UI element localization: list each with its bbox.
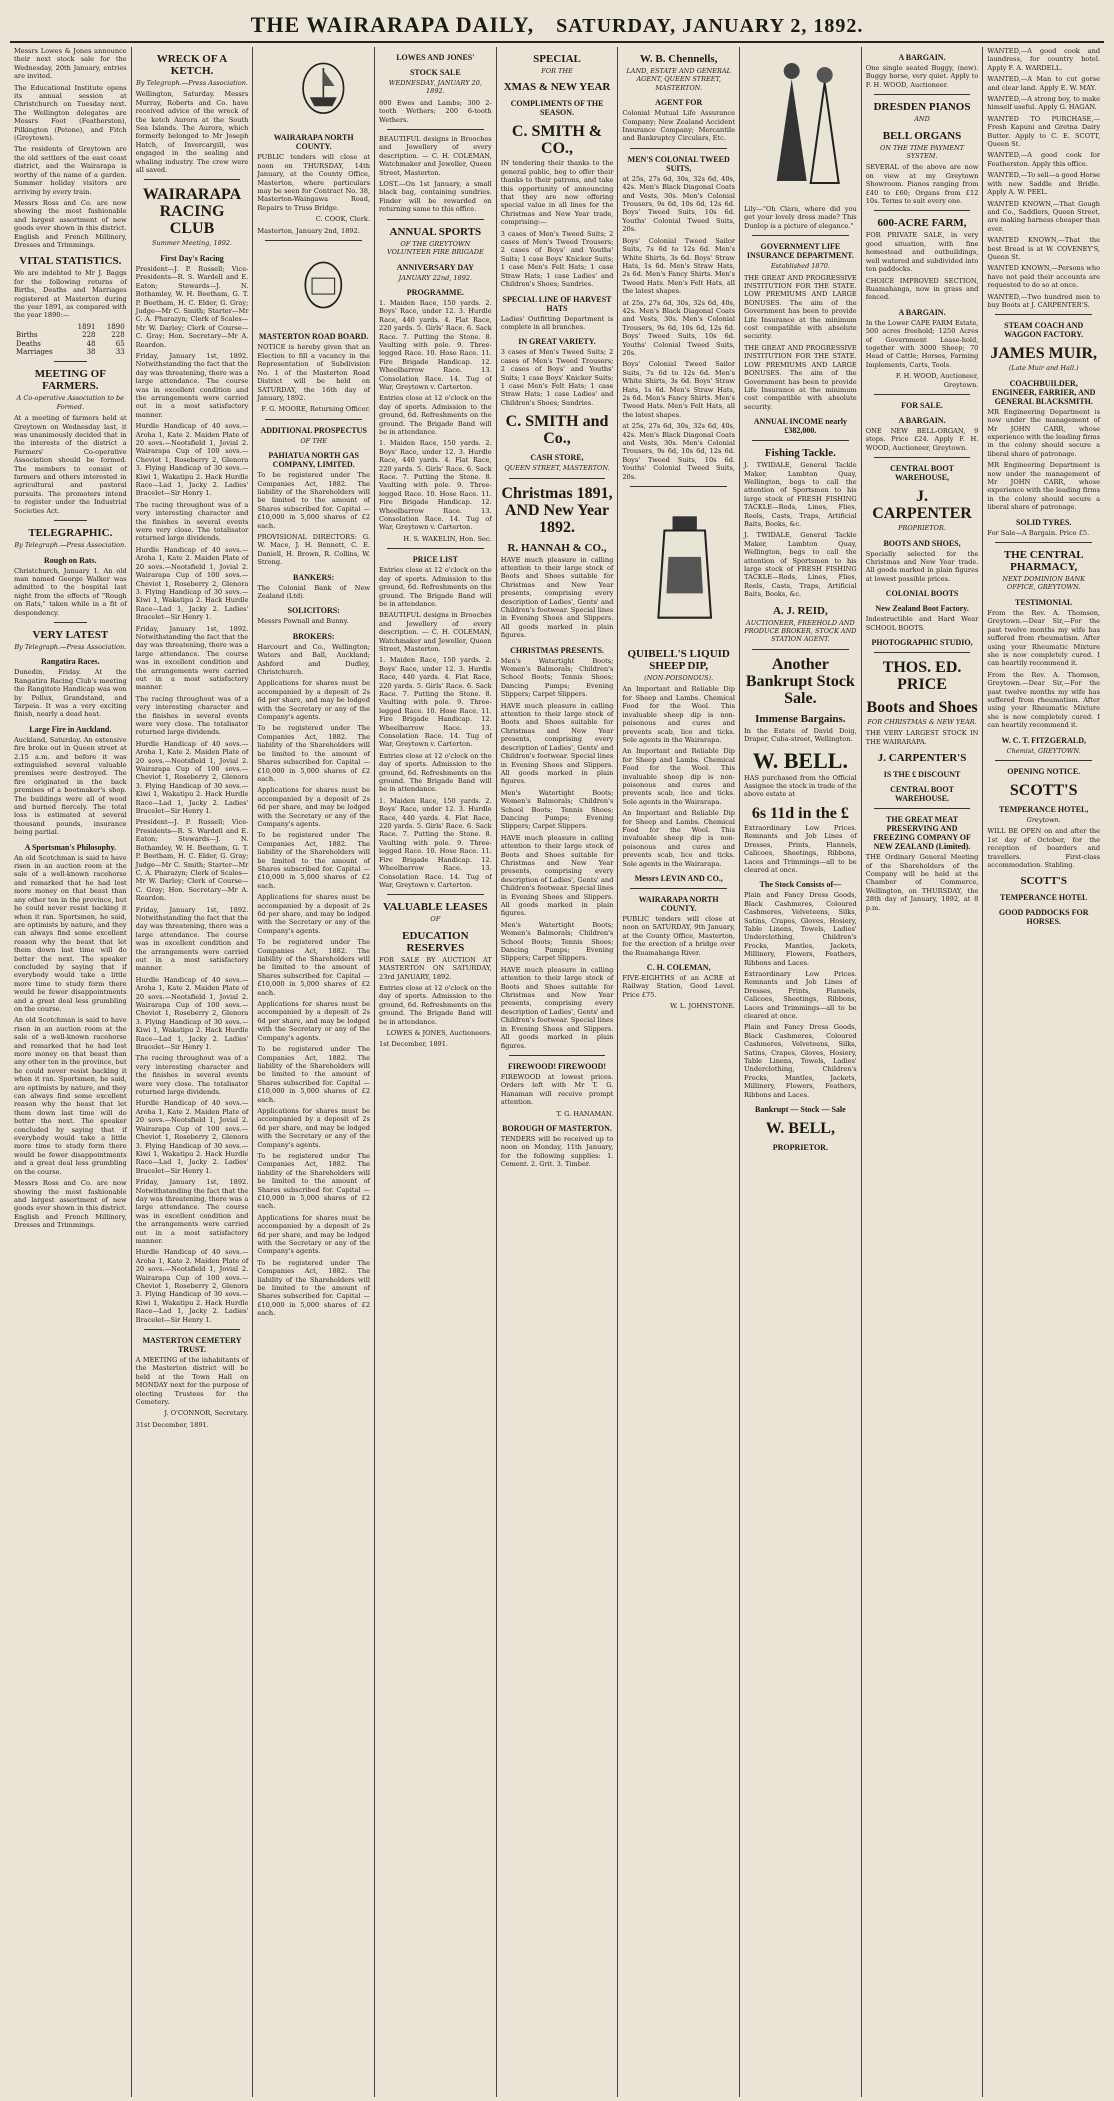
divider bbox=[874, 457, 971, 458]
news-paragraph: Friday, January 1st, 1892. Notwithstanding the fact that the day was threatening, there was a large attendance. The course was in excellent condition and the arrangements were carried out in a most satisfactory manner. bbox=[135, 351, 249, 419]
notice-signature: J. O'CONNOR, Secretary. bbox=[164, 1409, 249, 1418]
immense-heading: Immense Bargains. bbox=[755, 712, 846, 725]
news-paragraph: The racing throughout was of a very interesting character and the finishes in several events were very close. The totalisator returned large dividends. bbox=[135, 694, 249, 737]
wanted-item: WANTED,—A good cook for Featherston. Apply this office. bbox=[987, 151, 1101, 168]
boot-factory-heading: New Zealand Boot Factory. bbox=[875, 604, 969, 614]
temperance-hotel-heading: TEMPERANCE HOTEL bbox=[1000, 893, 1088, 903]
divider bbox=[874, 210, 971, 211]
leases-heading: VALUABLE LEASES bbox=[383, 901, 488, 914]
advert-paragraph: THE GREAT AND PROGRESSIVE INSTITUTION FOR THE STATE. LOW PREMIUMS AND LARGE BONUSES. The aim of the Government has been to provide Life Insurance at the minimum cost compatible with absolute security. bbox=[744, 273, 857, 341]
farm-heading: 600-ACRE FARM, bbox=[877, 217, 967, 230]
advert-paragraph: HAVE much pleasure in calling attention to their large stock of Boots and Shoes suitable for Christmas and New Year presents, comprising every description of Ladies', Gents' and Children's footwear. Special lines in Evening Shoes and Slippers. All goods marked in plain figures. bbox=[500, 555, 614, 640]
column-4: LOWES AND JONES' STOCK SALE WEDNESDAY, JANUARY 20, 1892. 800 Ewes and Lambs; 300 2-tooth Wethers; 200 6-tooth Wethers. BEAUTIFUL designs in Brooches and Jewellery of every description. — C. H. COLEMAN, Watchmaker and Jeweller, Queen Street, Masterton. LOST.—On 1st January, a small black bag, containing sundries. Finder will be rewarded on returning same to this office. ANNUAL SPORTS OF THE GREYTOWN VOLUNTEER FIRE BRIGADE ANNIVERSARY DAY JANUARY 22nd, 1892. PROGRAMME. 1. Maiden Race, 150 yards. 2. Boys' Race, under 12. 3. Hurdle Race, 440 yards. 4. Flat Race, 220 yards. 5. Girls' Race. 6. Sack Race. 7. Putting the Stone. 8. Vaulting with pole. 9. Three-legged Race. 10. Hose Race. 11. Fire Brigade Handicap. 12. Wheelbarrow Race. 13. Consolation Race. 14. Tug of War, Greytown v. Carterton. Entries close at 12 o'clock on the day of sports. Admission to the ground, 6d. Refreshments on the ground. The Brigade Band will be in attendance. 1. Maiden Race, 150 yards. 2. Boys' Race, under 12. 3. Hurdle Race, 440 yards. 4. Flat Race, 220 yards. 5. Girls' Race. 6. Sack Race. 7. Putting the Stone. 8. Vaulting with pole. 9. Three-legged Race. 10. Hose Race. 11. Fire Brigade Handicap. 12. Wheelbarrow Race. 13. Consolation Race. 14. Tug of War, Greytown v. Carterton. H. S. WAKELIN, Hon. Sec. PRICE LIST Entries close at 12 o'clock on the day of sports. Admission to the ground, 6d. Refreshments on the ground. The Brigade Band will be in attendance. BEAUTIFUL designs in Brooches and Jewellery of every description. — C. H. COLEMAN, Watchmaker and Jeweller, Queen Street, Masterton. 1. Maiden Race, 150 yards. 2. Boys' Race, under 12. 3. Hurdle Race, 440 yards. 4. Flat Race, 220 yards. 5. Girls' Race. 6. Sack Race. 7. Putting the Stone. 8. Vaulting with pole. 9. Three-legged Race. 10. Hose Race. 11. Fire Brigade Handicap. 12. Wheelbarrow Race. 13. Consolation Race. 14. Tug of War, Greytown v. Carterton. Entries close at 12 o'clock on the day of sports. Admission to the ground, 6d. Refreshments on the ground. The Brigade Band will be in attendance. 1. Maiden Race, 150 yards. 2. Boys' Race, under 12. 3. Hurdle Race, 440 yards. 4. Flat Race, 220 yards. 5. Girls' Race. 6. Sack Race. 7. Putting the Stone. 8. Vaulting with pole. 9. Three-legged Race. 10. Hose Race. 11. Fire Brigade Handicap. 12. Wheelbarrow Race. 13. Consolation Race. 14. Tug of War, Greytown v. Carterton. VALUABLE LEASES OF EDUCATION RESERVES FOR SALE BY AUCTION AT MASTERTON ON SATURDAY, 23rd JANUARY, 1892. Entries close at 12 o'clock on the day of sports. Admission to the ground, 6d. Refreshments on the ground. The Brigade Band will be in attendance. LOWES & JONES, Auctioneers. 1st December, 1891. bbox=[375, 47, 497, 2097]
news-paragraph: Hurdle Handicap of 40 sovs.—Aroha 1, Kate 2. Maiden Plate of 20 sovs.—Neotsfield 1, Jovial 2. Wairarapa Cup of 100 sovs.—Cheviot 1, Roseberry 2, Glenora 3. Flying Handicap of 30 sovs.—Kiwi 1, Wakatipu 2. Hack Hurdle Race—Lad 1, Jacky 2. Ladies' Bracelet—Sir Henry 1. bbox=[135, 1099, 249, 1175]
price-heading: 6s 11d in the £ bbox=[751, 804, 849, 822]
divider bbox=[630, 486, 727, 487]
bargain-heading: A BARGAIN. bbox=[898, 307, 946, 317]
compliments-heading: COMPLIMENTS OF THE SEASON. bbox=[510, 99, 604, 118]
advert-paragraph: at 25s, 27s 6d, 30s, 32s 6d, 40s, 42s. Men's Black Diagonal Coats and Vests, 30s. Men's Colonial Trousers, 9s 6d, 10s 6d, 12s 6d. Boys' Tweed Suits, 10s 6d. Youths' Colonial Tweed Suits, 20s. bbox=[622, 298, 736, 357]
news-paragraph: Dunedin, Friday. At the Rangatira Racing Club's meeting the Rangitoto Handicap was won by Pollux, Grandstand, and Tarpeia. It was a very exciting finish, nearly a dead heat. bbox=[14, 668, 127, 719]
agent-for-heading: AGENT FOR bbox=[655, 98, 703, 108]
divider bbox=[874, 394, 971, 395]
news-paragraph: Messrs Ross and Co. are now showing the most fashionable and largest assortment of new goods ever shown in this district. English and French Millinery, Dresses and Trimmings. bbox=[14, 198, 127, 249]
sheep-dip-bottle-icon bbox=[634, 492, 735, 642]
advert-items: Men's Watertight Boots; Women's Balmorals; Children's School Boots; Tennis Shoes; Dancing Pumps; Evening Slippers; Carpet Slippers. bbox=[500, 788, 614, 831]
divider bbox=[630, 148, 727, 149]
road-board-heading: MASTERTON ROAD BOARD. bbox=[258, 332, 369, 342]
telegram-heading: Rough on Rats. bbox=[43, 555, 97, 565]
testimonial-heading: TESTIMONIAL bbox=[1015, 597, 1073, 607]
news-paragraph: The residents of Greytown are the old settlers of the east coast district, and the Wairarapa is worthy of the name of a garden. Summer holiday visitors are arriving by every train. bbox=[14, 145, 127, 196]
divider bbox=[144, 179, 241, 180]
bankers-heading: BANKERS: bbox=[293, 572, 335, 582]
advert-paragraph: MR Engineering Department is now under the management of Mr JOHN CARR, whose experience with the leading firms in the colony should secure a liberal share of patronage. bbox=[987, 461, 1101, 512]
programme-note: Entries close at 12 o'clock on the day of sports. Admission to the ground, 6d. Refreshments on the ground. The Brigade Band will be in attendance. bbox=[379, 394, 492, 436]
news-paragraph: An old Scotchman is said to have risen in an auction room at the sale of a well-known racehorse and remarked that he had lost more money on that beast than any other ten in the province, but he could never resist backing it when it ran. Sportsmen, he said, are optimists by nature, and they can always find some excellent reason why the beast that let them down last time will do better the next. The speaker concluded by saying that if everybody would take a little more time to study form there would be fewer disappointments and a great deal less grumbling on the course. bbox=[14, 853, 127, 1013]
advert-paragraph: HAS purchased from the Official Assignee the stock in trade of the above estate at bbox=[744, 773, 857, 799]
notice-paragraph: PUBLIC tenders will close at noon on SATURDAY, 9th January, at the County Office, Masterton, for the erection of a bridge over the Ruamahanga River. bbox=[622, 915, 736, 957]
advert-paragraph: Extraordinary Low Prices. Remnants and Job Lines of Dresses, Prints, Flannels, Calicoes, Sheetings, Ribbons, Laces and Trimmings—all to be cleared at once. bbox=[744, 823, 857, 874]
column-6: W. B. Chennells, LAND, ESTATE AND GENERAL AGENT, QUEEN STREET, MASTERTON. AGENT FOR Colonial Mutual Life Assurance Company; New Zealand Accident Insurance Company; Mercantile and Bankruptcy Circulars, Etc. MEN'S COLONIAL TWEED SUITS, at 25s, 27s 6d, 30s, 32s 6d, 40s, 42s. Men's Black Diagonal Coats and Vests, 30s. Men's Colonial Trousers, 9s 6d, 10s 6d, 12s 6d. Boys' Tweed Suits, 10s 6d. Youths' Colonial Tweed Suits, 20s. Boys' Colonial Tweed Sailor Suits, 7s 6d to 12s 6d. Men's White Shirts, 3s 6d. Boys' Straw Hats, 1s 6d. Men's Straw Hats, 2s 6d. Men's Fancy Shirts. Men's Tweed Hats. Men's Felt Hats, all the latest shapes. at 25s, 27s 6d, 30s, 32s 6d, 40s, 42s. Men's Black Diagonal Coats and Vests, 30s. Men's Colonial Trousers, 9s 6d, 10s 6d, 12s 6d. Boys' Tweed Suits, 10s 6d. Youths' Colonial Tweed Suits, 20s. Boys' Colonial Tweed Sailor Suits, 7s 6d to 12s 6d. Men's White Shirts, 3s 6d. Boys' Straw Hats, 1s 6d. Men's Straw Hats, 2s 6d. Men's Fancy Shirts. Men's Tweed Hats. Men's Felt Hats, all the latest shapes. at 25s, 27s 6d, 30s, 32s 6d, 40s, 42s. Men's Black Diagonal Coats and Vests, 30s. Men's Colonial Trousers, 9s 6d, 10s 6d, 12s 6d. Boys' Tweed Suits, 10s 6d. Youths' Colonial Tweed Suits, 20s. QUIBELL'S LIQUID SHEEP DIP, (NON-POISONOUS). An Important and Reliable Dip for Sheep and Lambs. Chemical Food for the Wool. This invaluable sheep dip is non-poisonous and cures and prevents scab, lice and ticks. Sole agents in the Wairarapa. An Important and Reliable Dip for Sheep and Lambs. Chemical Food for the Wool. This invaluable sheep dip is non-poisonous and cures and prevents scab, lice and ticks. Sole agents in the Wairarapa. An Important and Reliable Dip for Sheep and Lambs. Chemical Food for the Wool. This invaluable sheep dip is non-poisonous and cures and prevents scab, lice and ticks. Sole agents in the Wairarapa. Messrs LEVIN AND CO., WAIRARAPA NORTH COUNTY. PUBLIC tenders will close at noon on SATURDAY, 9th January, at the County Office, Masterton, for the erection of a bridge over the Ruamahanga River. C. H. COLEMAN, FIVE-EIGHTHS of an ACRE at Railway Station, Good Level. Price £75. W. L. JOHNSTONE. bbox=[618, 47, 740, 2097]
cash-store-heading: CASH STORE, bbox=[530, 453, 584, 463]
price-heading: THOS. ED. PRICE bbox=[882, 659, 962, 694]
divider bbox=[752, 235, 849, 236]
govt-insurance-heading: GOVERNMENT LIFE INSURANCE DEPARTMENT. bbox=[746, 242, 854, 261]
advert-items: 3 cases of Men's Tweed Suits; 2 cases of Men's Tweed Trousers; 2 cases of Boys' and Youths' Suits; 1 case Boys' Knicker Suits; 1 case Men's Felt Hats; 1 case Straw Hats; 1 case Ladies' and Children's Shoes; Sundries. bbox=[500, 229, 614, 289]
advert-paragraph: FOR PRIVATE SALE, in very good situation, with fine homestead and outbuildings, well watered and subdivided into ten paddocks. bbox=[865, 231, 979, 274]
columns bbox=[10, 47, 1104, 2097]
advert-paragraph: BEAUTIFUL designs in Brooches and Jewellery of every description. — C. H. COLEMAN, Watchmaker and Jeweller, Queen Street, Masterton. bbox=[379, 135, 492, 177]
column-7: Lily—"Oh Clara, where did you get your lovely dress made? This Dunlop is a picture of elegance." GOVERNMENT LIFE INSURANCE DEPARTMENT. Established 1870. THE GREAT AND PROGRESSIVE INSTITUTION FOR THE STATE. LOW PREMIUMS AND LARGE BONUSES. The aim of the Government has been to provide Life Insurance at the minimum cost compatible with absolute security. THE GREAT AND PROGRESSIVE INSTITUTION FOR THE STATE. LOW PREMIUMS AND LARGE BONUSES. The aim of the Government has been to provide Life Insurance at the minimum cost compatible with absolute security. ANNUAL INCOME nearly £382,000. Fishing Tackle. J. TWIDALE, General Tackle Maker, Lambton Quay, Wellington, begs to call the attention of Sportsmen to his large stock of FRESH FISHING TACKLE—Rods, Lines, Flies, Reels, Casts, Traps, Artificial Baits, Books, &c. J. TWIDALE, General Tackle Maker, Lambton Quay, Wellington, begs to call the attention of Sportsmen to his large stock of FRESH FISHING TACKLE—Rods, Lines, Flies, Reels, Casts, Traps, Artificial Baits, Books, &c. A. J. REID, AUCTIONEER, FREEHOLD AND PRODUCE BROKER, STOCK AND STATION AGENT. Another Bankrupt Stock Sale. Immense Bargains. In the Estate of David Doig, Draper, Cuba-street, Wellington. W. BELL. HAS purchased from the Official Assignee the stock in trade of the above estate at 6s 11d in the £ Extraordinary Low Prices. Remnants and Job Lines of Dresses, Prints, Flannels, Calicoes, Sheetings, Ribbons, Laces and Trimmings—all to be cleared at once. The Stock Consists of— Plain and Fancy Dress Goods, Black Cashmeres, Coloured Cashmeres, Velveteens, Silks, Satins, Crapes, Gloves, Hosiery, Table Linens, Towels, Ladies' Underclothing, Children's Frocks, Mantles, Jackets, Millinery, Flowers, Feathers, Ribbons and Laces. Extraordinary Low Prices. Remnants and Job Lines of Dresses, Prints, Flannels, Calicoes, Sheetings, Ribbons, Laces and Trimmings—all to be cleared at once. Plain and Fancy Dress Goods, Black Cashmeres, Coloured Cashmeres, Velveteens, Silks, Satins, Crapes, Gloves, Hosiery, Table Linens, Towels, Ladies' Underclothing, Children's Frocks, Mantles, Jackets, Millinery, Flowers, Feathers, Ribbons and Laces. Bankrupt — Stock — Sale W. BELL, PROPRIETOR. bbox=[740, 47, 862, 2097]
vital-statistics-table bbox=[14, 323, 127, 357]
chennells-heading: W. B. Chennells, bbox=[639, 53, 718, 65]
coleman-heading: C. H. COLEMAN, bbox=[646, 963, 711, 973]
muir-heading: JAMES MUIR, bbox=[990, 345, 1098, 363]
notice-signature: F. G. MOORE, Returning Officer. bbox=[261, 405, 371, 414]
xmas-heading: XMAS & NEW YEAR bbox=[503, 81, 611, 94]
notice-signature: T. G. HANAMAN. bbox=[556, 1109, 614, 1118]
news-paragraph: Friday, January 1st, 1892. Notwithstanding the fact that the day was threatening, there was a large attendance. The course was in excellent condition and the arrangements were carried out in a most satisfactory manner. bbox=[135, 905, 249, 973]
news-paragraph: Hurdle Handicap of 40 sovs.—Aroha 1, Kate 2. Maiden Plate of 20 sovs.—Neotsfield 1, Jovial 2. Wairarapa Cup of 100 sovs.—Cheviot 1, Roseberry 2, Glenora 3. Flying Handicap of 30 sovs.—Kiwi 1, Wakatipu 2. Hack Hurdle Race—Lad 1, Jacky 2. Ladies' Bracelet—Sir Henry 1. bbox=[135, 739, 249, 816]
prospectus-paragraph: To be registered under The Companies Act, 1882. The liability of the Shareholders will be limited to the amount of Shares subscribed for. Capital — £10,000 in 5,000 shares of £2 each. bbox=[257, 1045, 371, 1104]
news-paragraph: Hurdle Handicap of 40 sovs.—Aroha 1, Kate 2. Maiden Plate of 20 sovs.—Neotsfield 1, Jovial 2. Wairarapa Cup of 100 sovs.—Cheviot 1, Roseberry 2, Glenora 3. Flying Handicap of 30 sovs.—Kiwi 1, Wakatipu 2. Hack Hurdle Race—Lad 1, Jacky 2. Ladies' Bracelet—Sir Henry 1. bbox=[135, 422, 249, 498]
prospectus-paragraph: Applications for shares must be accompanied by a deposit of 2s 6d per share, and may be lodged with the Secretary or any of the Company's agents. bbox=[257, 786, 371, 828]
carpenters-heading: J. CARPENTER'S bbox=[877, 752, 967, 765]
advert-paragraph: SEVERAL of the above are now on view at my Greytown Showroom. Pianos ranging from £40 to £60; Organs from £12 10s. Terms to suit every one. bbox=[865, 163, 979, 206]
prospectus-paragraph: Applications for shares must be accompanied by a deposit of 2s 6d per share, and may be lodged with the Secretary or any of the Company's agents. bbox=[257, 1213, 371, 1256]
anniversary-heading: ANNIVERSARY DAY bbox=[396, 262, 474, 272]
news-paragraph: Messrs Lowes & Jones announce their next stock sale for the Wednesday, 20th January, entries are invited. bbox=[14, 47, 127, 81]
advert-paragraph: 1. Maiden Race, 150 yards. 2. Boys' Race, under 12. 3. Hurdle Race, 440 yards. 4. Flat Race, 220 yards. 5. Girls' Race. 6. Sack Race. 7. Putting the Stone. 8. Vaulting with pole. 9. Three-legged Race. 10. Hose Race. 11. Fire Brigade Handicap. 12. Wheelbarrow Race. 13. Consolation Race. 14. Tug of War, Greytown v. Carterton. bbox=[379, 796, 492, 889]
advert-paragraph: Specially selected for the Christmas and New Year trade. All goods marked in plain figures at lowest possible prices. bbox=[865, 549, 979, 583]
very-latest-heading: VERY LATEST bbox=[32, 628, 109, 641]
advert-paragraph: THE GREAT AND PROGRESSIVE INSTITUTION FOR THE STATE. LOW PREMIUMS AND LARGE BONUSES. The aim of the Government has been to provide Life Insurance at the minimum cost compatible with absolute security. bbox=[744, 343, 857, 411]
special-heading: SPECIAL bbox=[533, 53, 581, 65]
advert-paragraph: at 25s, 27s 6d, 30s, 32s 6d, 40s, 42s. Men's Black Diagonal Coats and Vests, 30s. Men's Colonial Trousers, 9s 6d, 10s 6d, 12s 6d. Boys' Tweed Suits, 10s 6d. Youths' Colonial Tweed Suits, 20s. bbox=[622, 422, 736, 481]
divider bbox=[995, 542, 1092, 543]
price-list-heading: PRICE LIST bbox=[412, 555, 458, 565]
divider bbox=[509, 478, 606, 479]
dresden-heading: DRESDEN PIANOS bbox=[873, 101, 971, 114]
cemetery-heading: MASTERTON CEMETERY TRUST. bbox=[142, 1336, 242, 1355]
divider bbox=[752, 649, 849, 650]
stock-consists-heading: The Stock Consists of— bbox=[759, 880, 842, 890]
notice-date: 31st December, 1891. bbox=[135, 1420, 209, 1429]
solid-tyres-heading: SOLID TYRES. bbox=[1015, 517, 1072, 527]
divider bbox=[387, 129, 484, 130]
advert-paragraph: Boys' Colonial Tweed Sailor Suits, 7s 6d to 12s 6d. Men's White Shirts, 3s 6d. Boys' Straw Hats, 1s 6d. Men's Straw Hats, 2s 6d. Men's Fancy Shirts. Men's Tweed Hats. Men's Felt Hats, all the latest shapes. bbox=[622, 360, 736, 419]
scotts-heading: SCOTT'S bbox=[1009, 781, 1078, 799]
advert-paragraph: An Important and Reliable Dip for Sheep and Lambs. Chemical Food for the Wool. This invaluable sheep dip is non-poisonous and cures and prevents scab, lice and ticks. Sole agents in the Wairarapa. bbox=[622, 809, 736, 868]
brokers-heading: BROKERS: bbox=[292, 631, 335, 641]
news-paragraph: Friday, January 1st, 1892. Notwithstanding the fact that the day was threatening, there was a large attendance. The course was in excellent condition and the arrangements were carried out in a most satisfactory manner. bbox=[135, 624, 249, 692]
news-paragraph: Messrs Ross and Co. are now showing the most fashionable and largest assortment of new goods ever shown in this district. English and French Millinery, Dresses and Trimmings. bbox=[14, 1179, 127, 1230]
meeting-subheading: A Co-operative Association to be Formed. bbox=[16, 394, 125, 411]
wreck-heading: WRECK OF A KETCH. bbox=[156, 53, 228, 77]
carpenter-heading: J. CARPENTER bbox=[872, 488, 972, 523]
scotts-heading: SCOTT'S bbox=[1020, 875, 1067, 888]
vital-statistics-heading: VITAL STATISTICS. bbox=[19, 255, 122, 268]
advert-items: Men's Watertight Boots; Women's Balmorals; Children's School Boots; Tennis Shoes; Dancing Pumps; Evening Slippers; Carpet Slippers. bbox=[500, 920, 614, 963]
prospectus-paragraph: To be registered under The Companies Act, 1882. The liability of the Shareholders will be limited to the amount of Shares subscribed for. Capital — £10,000 in 5,000 shares of £2 each. bbox=[257, 938, 371, 997]
advert-items: 3 cases of Men's Tweed Suits; 2 cases of Men's Tweed Trousers; 2 cases of Boys' and Youths' Suits; 1 case Boys' Knicker Suits; 1 case Men's Felt Hats; 1 case Straw Hats; 1 case Ladies' and Children's Shoes; Sundries. bbox=[500, 348, 614, 407]
news-paragraph: Auckland, Saturday. An extensive fire broke out in Queen street at 2.15 a.m. and before it was extinguished several valuable premises were destroyed. The fire originated in the back premises of a bootmaker's shop. The buildings were all of wood and burned fiercely. The total loss is estimated at several thousand pounds, insurance being partial. bbox=[14, 735, 127, 837]
wanted-item: WANTED,—A good cook and laundress, for country hotel. Apply F. A. WARDELL. bbox=[987, 47, 1101, 72]
christmas-presents-heading: CHRISTMAS PRESENTS. bbox=[510, 645, 604, 655]
boots-heading: BOOTS AND SHOES, bbox=[883, 538, 961, 548]
advert-paragraph: Plain and Fancy Dress Goods, Black Cashmeres, Coloured Cashmeres, Velveteens, Silks, Satins, Crapes, Gloves, Hosiery, Table Linens, Towels, Ladies' Underclothing, Children's Frocks, Mantles, Jackets, Millinery, Flowers, Feathers, Ribbons and Laces. bbox=[744, 891, 857, 967]
advert-paragraph: Ladies' Outfitting Department is complete in all branches. bbox=[500, 314, 614, 331]
bargain-heading: A BARGAIN. bbox=[898, 415, 946, 425]
advert-paragraph: ONE NEW BELL-ORGAN, 9 stops. Price £24. Apply F. H. WOOD, Auctioneer, Greytown. bbox=[865, 426, 979, 452]
advert-paragraph: For Sale—A Bargain. Price £5. bbox=[987, 528, 1090, 537]
divider bbox=[874, 652, 971, 653]
prospectus-paragraph: To be registered under The Companies Act, 1882. The liability of the Shareholders will be limited to the amount of Shares subscribed for. Capital — £10,000 in 5,000 shares of £2 each. bbox=[257, 471, 371, 530]
advert-paragraph: Boys' Colonial Tweed Sailor Suits, 7s 6d to 12s 6d. Men's White Shirts, 3s 6d. Boys' Straw Hats, 1s 6d. Men's Straw Hats, 2s 6d. Men's Fancy Shirts. Men's Tweed Hats. Men's Felt Hats, all the latest shapes. bbox=[622, 236, 736, 296]
prospectus-directors: PROVISIONAL DIRECTORS: G. W. Mace, J. H. Bennett, C. E. Daniell, H. Brown, R. Collins, W. Strong. bbox=[257, 532, 371, 567]
advert-paragraph: In the Estate of David Doig, Draper, Cuba-street, Wellington. bbox=[744, 726, 857, 744]
stock-sale-subheading: STOCK SALE bbox=[409, 68, 461, 77]
levin-heading: Messrs LEVIN AND CO., bbox=[634, 874, 723, 883]
news-paragraph: An old Scotchman is said to have risen in an auction room at the sale of a well-known racehorse and remarked that he had lost more money on that beast than any other ten in the province, but he could never resist backing it when it ran. Sportsmen, he said, are optimists by nature, and they can always find some excellent reason why the beast that let them down last time will do better the next. The speaker concluded by saying that if everybody would take a little more time to study form there would be fewer disappointments and a great deal less grumbling on the course. bbox=[14, 1016, 127, 1176]
prospectus-paragraph: To be registered under The Companies Act, 1882. The liability of the Shareholders will be limited to the amount of Shares subscribed for. Capital — £10,000 in 5,000 shares of £2 each. bbox=[257, 1151, 371, 1211]
advert-paragraph: at 25s, 27s 6d, 30s, 32s 6d, 40s, 42s. Men's Black Diagonal Coats and Vests, 30s. Men's Colonial Trousers, 9s 6d, 10s 6d, 12s 6d. Boys' Tweed Suits, 10s 6d. Youths' Colonial Tweed Suits, 20s. bbox=[622, 174, 736, 234]
prospectus-paragraph: Applications for shares must be accompanied by a deposit of 2s 6d per share, and may be lodged with the Secretary or any of the Company's agents. bbox=[257, 1106, 371, 1149]
advert-paragraph: LOST.—On 1st January, a small black bag, containing sundries. Finder will be rewarded on returning same to this office. bbox=[379, 180, 492, 214]
firewood-heading: FIREWOOD! FIREWOOD! bbox=[508, 1061, 607, 1071]
notice-paragraph: THE Ordinary General Meeting of the Shareholders of the Company will be held at the Chamber of Commerce, Wellington, on THURSDAY, the 28th day of January, 1892, at 8 p.m. bbox=[865, 853, 979, 912]
news-paragraph: President—J. P. Russell; Vice-Presidents—R. S. Wardell and E. Eaton; Stewards—J. N. Bothamley, W. H. Beetham, G. T. P. Beetham, H. C. Elder, G. Gray; Judge—Mr C. Smith; Starter—Mr C. A. Pharazyn; Clerk of Scales—Mr W. Darley; Clerk of Course—C. Gray; Hon. Secretary—Mr A. Reardon. bbox=[135, 818, 249, 903]
news-paragraph: Wellington, Saturday. Messrs Murray, Roberts and Co. have received advice of the wreck of the ketch Aurora at the South Sea Islands. The Aurora, which formerly belonged to Mr Joseph Hatch, of Invercargill, was engaged in the sealing and whaling industry. The crew were all saved. bbox=[135, 90, 249, 175]
notice-date: 1st December, 1891. bbox=[379, 1040, 448, 1049]
advert-paragraph: An Important and Reliable Dip for Sheep and Lambs. Chemical Food for the Wool. This invaluable sheep dip is non-poisonous and cures and prevents scab, lice and ticks. Sole agents in the Wairarapa. bbox=[622, 685, 736, 744]
pharmacy-signature: W. C. T. FITZGERALD, bbox=[1001, 735, 1086, 745]
news-paragraph: The racing throughout was of a very interesting character and the finishes in several events were very close. The totalisator returned large dividends. bbox=[135, 500, 249, 543]
advert-paragraph: FIVE-EIGHTHS of an ACRE at Railway Station, Good Level. Price £75. bbox=[622, 974, 736, 999]
advert-paragraph: CHOICE IMPROVED SECTION, Ruamahanga, now in grass and fenced. bbox=[865, 276, 979, 302]
annual-income: ANNUAL INCOME nearly £382,000. bbox=[753, 417, 848, 436]
notice-signature: W. L. JOHNSTONE. bbox=[670, 1002, 736, 1011]
notice-signature: H. S. WAKELIN, Hon. Sec. bbox=[403, 534, 492, 543]
advert-paragraph: Extraordinary Low Prices. Remnants and Job Lines of Dresses, Prints, Flannels, Calicoes, Sheetings, Ribbons, Laces and Trimmings—all to be cleared at once. bbox=[744, 969, 857, 1020]
wanted-item: WANTED KNOWN,—Persons who have not paid their accounts are requested to do so at once. bbox=[987, 264, 1101, 290]
divider bbox=[995, 314, 1092, 315]
advert-paragraph: Indestructible and Hard Wear SCHOOL BOOTS. bbox=[865, 615, 979, 632]
central-boot-heading: CENTRAL BOOT WAREHOUSE, bbox=[890, 464, 954, 483]
very-latest-subheading: By Telegraph.—Press Association. bbox=[14, 642, 127, 651]
divider bbox=[509, 1055, 606, 1056]
anniversary-date: JANUARY 22nd, 1892. bbox=[398, 273, 473, 282]
bankrupt-heading: Another Bankrupt Stock Sale. bbox=[745, 655, 855, 707]
opening-notice-heading: OPENING NOTICE. bbox=[1007, 766, 1081, 776]
advert-paragraph: J. TWIDALE, General Tackle Maker, Lambton Quay, Wellington, begs to call the attention of Sportsmen to his large stock of FRESH FISHING TACKLE—Rods, Lines, Flies, Reels, Casts, Traps, Artificial Baits, Books, &c. bbox=[744, 531, 857, 599]
sports-heading: ANNUAL SPORTS bbox=[389, 225, 482, 238]
divider bbox=[144, 1329, 241, 1330]
vital-statistics-intro: We are indebted to Mr J. Baggs for the following returns of Births, Deaths and Marriages registered at Masterton during the year 1891, as compared with the year 1890:— bbox=[14, 269, 127, 320]
racing-day-heading: First Day's Racing bbox=[160, 253, 224, 263]
advert-paragraph: HAVE much pleasure in calling attention to their large stock of Boots and Shoes suitable for Christmas and New Year presents, comprising every description of Ladies', Gents' and Children's footwear. Special lines in Evening Shoes and Slippers. All goods marked in plain figures. bbox=[500, 701, 614, 786]
prospectus-paragraph: To be registered under The Companies Act, 1882. The liability of the Shareholders will be limited to the amount of Shares subscribed for. Capital — £10,000 in 5,000 shares of £2 each. bbox=[257, 831, 371, 890]
road-board-crest-icon bbox=[267, 250, 375, 320]
table-row: Deaths 48 65 bbox=[16, 339, 125, 348]
news-paragraph: Friday, January 1st, 1892. Notwithstanding the fact that the day was threatening, there was a large attendance. The course was in excellent condition and the arrangements were carried out in a most satisfactory manner. bbox=[135, 1178, 249, 1245]
cash-store-address: QUEEN STREET, MASTERTON. bbox=[504, 464, 610, 473]
divider bbox=[995, 760, 1092, 761]
programme-heading: PROGRAMME. bbox=[406, 287, 464, 297]
reid-heading: A. J. REID, bbox=[773, 604, 828, 617]
news-paragraph: Christchurch, January 1. An old man named George Walker was admitted to the hospital last night from the effects of "Rough on Rats," taken while in a fit of despondency. bbox=[14, 566, 127, 617]
divider bbox=[874, 808, 971, 809]
illustration-caption: Lily—"Oh Clara, where did you get your lovely dress made? This Dunlop is a picture of elegance." bbox=[744, 205, 857, 230]
organs-heading: BELL ORGANS bbox=[882, 129, 962, 142]
bargain-heading: A BARGAIN. bbox=[898, 53, 946, 62]
prospectus-paragraph: Applications for shares must be accompanied by a deposit of 2s 6d per share, and may be lodged with the Secretary or any of the Company's agents. bbox=[257, 679, 371, 722]
news-paragraph: Hurdle Handicap of 40 sovs.—Aroha 1, Kate 2. Maiden Plate of 20 sovs.—Neotsfield 1, Jovial 2. Wairarapa Cup of 100 sovs.—Cheviot 1, Roseberry 2, Glenora 3. Flying Handicap of 30 sovs.—Kiwi 1, Wakatipu 2. Hack Hurdle Race—Lad 1, Jacky 2. Ladies' Bracelet—Sir Henry 1. bbox=[135, 1248, 249, 1324]
column-2 bbox=[132, 47, 254, 2097]
advert-items: Men's Watertight Boots; Women's Balmorals; Children's School Boots; Tennis Shoes; Dancing Pumps; Evening Slippers; Carpet Slippers. bbox=[500, 656, 614, 699]
chennells-subheading: LAND, ESTATE AND GENERAL AGENT, QUEEN STREET, MASTERTON. bbox=[626, 67, 731, 92]
sale-paragraph: Entries close at 12 o'clock on the day of sports. Admission to the ground, 6d. Refreshments on the ground. The Brigade Band will be in attendance. bbox=[379, 983, 492, 1026]
borough-heading: BOROUGH OF MASTERTON. bbox=[502, 1123, 612, 1133]
notice-date: Masterton, January 2nd, 1892. bbox=[257, 226, 360, 235]
meat-company-heading: THE GREAT MEAT PRESERVING AND FREEZING COMPANY OF NEW ZEALAND (Limited). bbox=[873, 815, 971, 852]
christmas-heading: Christmas 1891, AND New Year 1892. bbox=[501, 484, 613, 536]
notice-paragraph: PUBLIC tenders will close at noon on THURSDAY, 14th January, at the County Office, Masterton, where particulars may be seen for Contract No. 38, Masterton-Waingawa Road, Repairs to Truss Bridge. bbox=[257, 153, 371, 212]
issue-date: SATURDAY, JANUARY 2, 1892. bbox=[556, 15, 864, 37]
county-heading: WAIRARAPA NORTH COUNTY. bbox=[273, 133, 354, 152]
solicitors-heading: SOLICITORS: bbox=[287, 606, 340, 616]
advert-paragraph: Colonial Mutual Life Assurance Company; New Zealand Accident Insurance Company; Mercantile and Bankruptcy Circulars, Etc. bbox=[622, 109, 736, 143]
telegraphic-subheading: By Telegraph.—Press Association. bbox=[14, 541, 127, 550]
programme-list: 1. Maiden Race, 150 yards. 2. Boys' Race, under 12. 3. Hurdle Race, 440 yards. 4. Flat Race, 220 yards. 5. Girls' Race. 6. Sack Race. 7. Putting the Stone. 8. Vaulting with pole. 9. Three-legged Race. 10. Hose Race. 11. Fire Brigade Handicap. 12. Wheelbarrow Race. 13. Consolation Race. 14. Tug of War, Greytown v. Carterton. bbox=[379, 298, 492, 391]
divider bbox=[387, 219, 484, 220]
coachbuilder-heading: COACHBUILDER, ENGINEER, FARRIER, AND GENERAL BLACKSMITH. bbox=[992, 378, 1096, 406]
divider bbox=[54, 361, 87, 362]
advert-paragraph: BEAUTIFUL designs in Brooches and Jewellery of every description. — C. H. COLEMAN, Watchmaker and Jeweller, Queen Street, Masterton. bbox=[379, 611, 492, 653]
tweed-suits-heading: MEN'S COLONIAL TWEED SUITS, bbox=[627, 154, 730, 173]
prospectus-paragraph: Applications for shares must be accompanied by a deposit of 2s 6d per share, and may be lodged with the Secretary or any of the Company's agents. bbox=[257, 893, 371, 935]
news-paragraph: Hurdle Handicap of 40 sovs.—Aroha 1, Kate 2. Maiden Plate of 20 sovs.—Neotsfield 1, Jovial 2. Wairarapa Cup of 100 sovs.—Cheviot 1, Roseberry 2, Glenora 3. Flying Handicap of 30 sovs.—Kiwi 1, Wakatipu 2. Hack Hurdle Race—Lad 1, Jacky 2. Ladies' Bracelet—Sir Henry 1. bbox=[135, 975, 249, 1052]
divider bbox=[54, 622, 87, 623]
advert-paragraph: MR Engineering Department is now under the management of Mr JOHN CARR, whose experience with the leading firms in the colony should secure a liberal share of patronage. bbox=[987, 407, 1101, 458]
sports-subheading: OF THE GREYTOWN VOLUNTEER FIRE BRIGADE bbox=[387, 239, 484, 257]
telegram-heading: A Sportsman's Philosophy. bbox=[24, 842, 117, 852]
wanted-item: WANTED KNOWN,—That the best Bread is at W. COVENEY'S, Queen St. bbox=[987, 236, 1101, 261]
advert-paragraph: Plain and Fancy Dress Goods, Black Cashmeres, Coloured Cashmeres, Velveteens, Silks, Satins, Crapes, Gloves, Hosiery, Table Linens, Towels, Ladies' Underclothing, Children's Frocks, Mantles, Jackets, Millinery, Flowers, Feathers, Ribbons and Laces. bbox=[744, 1023, 857, 1099]
wanted-item: WANTED,—A strong boy, to make himself useful. Apply G. HAGAN. bbox=[987, 95, 1101, 112]
county-crest-icon bbox=[267, 51, 375, 121]
pharmacy-heading: THE CENTRAL PHARMACY, bbox=[1003, 549, 1084, 574]
prospectus-paragraph: To be registered under The Companies Act, 1882. The liability of the Shareholders will be limited to the amount of Shares subscribed for. Capital — £10,000 in 5,000 shares of £2 each. bbox=[257, 724, 371, 783]
prospectus-paragraph: Applications for shares must be accompanied by a deposit of 2s 6d per share, and may be lodged with the Secretary or any of the Company's agents. bbox=[257, 1000, 371, 1042]
news-paragraph: Hurdle Handicap of 40 sovs.—Aroha 1, Kate 2. Maiden Plate of 20 sovs.—Neotsfield 1, Jovial 2. Wairarapa Cup of 100 sovs.—Cheviot 1, Roseberry 2, Glenora 3. Flying Handicap of 30 sovs.—Kiwi 1, Wakatipu 2. Hack Hurdle Race—Lad 1, Jacky 2. Ladies' Bracelet—Sir Henry 1. bbox=[135, 545, 249, 622]
for-sale-heading: FOR SALE. bbox=[901, 400, 943, 410]
advert-paragraph: FIREWOOD at lowest prices. Orders left with Mr T. G. Hanaman will receive prompt attention. bbox=[500, 1072, 614, 1107]
column-9: WANTED,—A good cook and laundress, for country hotel. Apply F. A. WARDELL. WANTED,—A Man to cut gorse and clear land. Apply E. W. MAY. WANTED,—A strong boy, to make himself useful. Apply G. HAGAN. WANTED TO PURCHASE,—Fresh Kapuni and Gretna Dairy Butter. Apply to C. E. SCOTT, Queen St. WANTED,—A good cook for Featherston. Apply this office. WANTED,—To sell—a good Horse with new Saddle and Bridle. Apply A. W. PEEL. WANTED KNOWN,—That Gough and Co., Saddlers, Queen Street, are making harness cheaper than ever. WANTED KNOWN,—That the best Bread is at W. COVENEY'S, Queen St. WANTED KNOWN,—Persons who have not paid their accounts are requested to do so at once. WANTED,—Two hundred men to buy Boots at J. CARPENTER'S. STEAM COACH AND WAGGON FACTORY. JAMES MUIR, (Late Muir and Hall.) COACHBUILDER, ENGINEER, FARRIER, AND GENERAL BLACKSMITH. MR Engineering Department is now under the management of Mr JOHN CARR, whose experience with the leading firms in the colony should secure a liberal share of patronage. MR Engineering Department is now under the management of Mr JOHN CARR, whose experience with the leading firms in the colony should secure a liberal share of patronage. SOLID TYRES. For Sale—A Bargain. Price £5. THE CENTRAL PHARMACY, NEXT DOMINION BANK OFFICE, GREYTOWN. TESTIMONIAL From the Rev. A. Thomson, Greytown.—Dear Sir,—For the past twelve months my wife has suffered from rheumatism. After using your Rheumatic Mixture she is now completely cured. I can heartily recommend it. From the Rev. A. Thomson, Greytown.—Dear Sir,—For the past twelve months my wife has suffered from rheumatism. After using your Rheumatic Mixture she is now completely cured. I can heartily recommend it. W. C. T. FITZGERALD, Chemist, GREYTOWN. OPENING NOTICE. SCOTT'S TEMPERANCE HOTEL, Greytown. WILL BE OPEN on and after the 1st day of October, for the reception of boarders and travellers. First-class accommodation. Stabling. SCOTT'S TEMPERANCE HOTEL GOOD PADDOCKS FOR HORSES. bbox=[987, 47, 1101, 927]
wanted-item: WANTED,—Two hundred men to buy Boots at J. CARPENTER'S. bbox=[987, 292, 1101, 309]
newspaper-title: THE WAIRARAPA DAILY, bbox=[250, 12, 535, 37]
prospectus-paragraph: To be registered under The Companies Act, 1882. The liability of the Shareholders will be limited to the amount of Shares subscribed for. Capital — £10,000 in 5,000 shares of £2 each. bbox=[257, 1258, 371, 1318]
advert-paragraph: IN tendering their thanks to the general public, beg to offer their thanks to their patrons, and take this opportunity of announcing that they are now offering special value in all lines for the Christmas and New Year trade, comprising:— bbox=[500, 159, 614, 227]
racing-club-heading: WAIRARAPA RACING CLUB bbox=[142, 186, 242, 238]
photo-studio-heading: PHOTOGRAPHIC STUDIO, bbox=[871, 638, 973, 648]
divider bbox=[387, 894, 484, 895]
advert-paragraph: THE VERY LARGEST STOCK IN THE WAIRARAPA. bbox=[865, 729, 979, 746]
company-name: PAHIATUA NORTH GAS COMPANY, LIMITED. bbox=[268, 451, 359, 470]
divider bbox=[265, 240, 362, 241]
advert-paragraph: An Important and Reliable Dip for Sheep and Lambs. Chemical Food for the Wool. This invaluable sheep dip is non-poisonous and cures and prevents scab, lice and ticks. Sole agents in the Wairarapa. bbox=[622, 747, 736, 806]
news-paragraph: The Educational Institute opens its annual session at Christchurch on Tuesday next. The Wellington delegates are Messrs Foot (Featherston), Pilkington (Petone), and Fitch (Greytown). bbox=[14, 83, 127, 143]
racing-subheading: Summer Meeting, 1892. bbox=[151, 239, 233, 248]
advert-paragraph: Entries close at 12 o'clock on the day of sports. Admission to the ground, 6d. Refreshments on the ground. The Brigade Band will be in attendance. bbox=[379, 566, 492, 608]
year-header: 1891 bbox=[77, 322, 96, 331]
w-bell-heading: W. BELL, bbox=[765, 1120, 835, 1138]
wanted-item: WANTED,—A Man to cut gorse and clear land. Apply E. W. MAY. bbox=[987, 75, 1101, 92]
stock-sale-heading: LOWES AND JONES' bbox=[396, 53, 475, 62]
advert-paragraph: HAVE much pleasure in calling attention to their large stock of Boots and Shoes suitable for Christmas and New Year presents, comprising every description of Ladies', Gents' and Children's footwear. Special lines in Evening Shoes and Slippers. All goods marked in plain figures. bbox=[500, 965, 614, 1050]
divider bbox=[752, 440, 849, 441]
news-paragraph: President—J. P. Russell; Vice-Presidents—R. S. Wardell and E. Eaton; Stewards—J. N. Bothamley, W. H. Beetham, G. T. P. Beetham, H. C. Elder, G. Gray; Judge—Mr C. Smith; Starter—Mr C. A. Pharazyn; Clerk of Scales—Mr W. Darley; Clerk of Course—C. Gray; Hon. Secretary—Mr A. Reardon. bbox=[135, 264, 249, 349]
sale-paragraph: FOR SALE BY AUCTION AT MASTERTON ON SATURDAY, 23rd JANUARY, 1892. bbox=[379, 955, 492, 981]
telegram-heading: Large Fire in Auckland. bbox=[29, 724, 112, 734]
masthead bbox=[10, 8, 1104, 43]
coach-factory-heading: STEAM COACH AND WAGGON FACTORY. bbox=[1004, 321, 1084, 340]
divider bbox=[387, 548, 484, 549]
w-bell-heading: W. BELL. bbox=[752, 747, 848, 773]
notice-paragraph: A MEETING of the inhabitants of the Masterton district will be held at the Town Hall on MONDAY next for the purpose of electing Trustees for the Cemetery. bbox=[135, 1356, 249, 1407]
divider bbox=[630, 888, 727, 889]
column-3: WAIRARAPA NORTH COUNTY. PUBLIC tenders will close at noon on THURSDAY, 14th January, at the County Office, Masterton, where particulars may be seen for Contract No. 38, Masterton-Waingawa Road, Repairs to Truss Bridge. C. COOK, Clerk. Masterton, January 2nd, 1892. MASTERTON ROAD BOARD. NOTICE is hereby given that an Election to fill a vacancy in the Representation of Subdivision No. 1 of the Masterton Road District will be held on SATURDAY, the 16th day of January, 1892. F. G. MOORE, Returning Officer. ADDITIONAL PROSPECTUS OF THE PAHIATUA NORTH GAS COMPANY, LIMITED. To be registered under The Companies Act, 1882. The liability of the Shareholders will be limited to the amount of Shares subscribed for. Capital — £10,000 in 5,000 shares of £2 each. PROVISIONAL DIRECTORS: G. W. Mace, J. H. Bennett, C. E. Daniell, H. Brown, R. Collins, W. Strong. BANKERS: The Colonial Bank of New Zealand (Ltd). SOLICITORS: Messrs Pownall and Bunny. BROKERS: Harcourt and Co., Wellington; Waters and Ball, Auckland; Ashford and Dudley, Christchurch. Applications for shares must be accompanied by a deposit of 2s 6d per share, and may be lodged with the Secretary or any of the Company's agents. To be registered under The Companies Act, 1882. The liability of the Shareholders will be limited to the amount of Shares subscribed for. Capital — £10,000 in 5,000 shares of £2 each. Applications for shares must be accompanied by a deposit of 2s 6d per share, and may be lodged with the Secretary or any of the Company's agents. To be registered under The Companies Act, 1882. The liability of the Shareholders will be limited to the amount of Shares subscribed for. Capital — £10,000 in 5,000 shares of £2 each. Applications for shares must be accompanied by a deposit of 2s 6d per share, and may be lodged with the Secretary or any of the Company's agents. To be registered under The Companies Act, 1882. The liability of the Shareholders will be limited to the amount of Shares subscribed for. Capital — £10,000 in 5,000 shares of £2 each. Applications for shares must be accompanied by a deposit of 2s 6d per share, and may be lodged with the Secretary or any of the Company's agents. To be registered under The Companies Act, 1882. The liability of the Shareholders will be limited to the amount of Shares subscribed for. Capital — £10,000 in 5,000 shares of £2 each. Applications for shares must be accompanied by a deposit of 2s 6d per share, and may be lodged with the Secretary or any of the Company's agents. To be registered under The Companies Act, 1882. The liability of the Shareholders will be limited to the amount of Shares subscribed for. Capital — £10,000 in 5,000 shares of £2 each. Applications for shares must be accompanied by a deposit of 2s 6d per share, and may be lodged with the Secretary or any of the Company's agents. To be registered under The Companies Act, 1882. The liability of the Shareholders will be limited to the amount of Shares subscribed for. Capital — £10,000 in 5,000 shares of £2 each. bbox=[253, 47, 375, 2097]
wanted-item: WANTED KNOWN,—That Gough and Co., Saddlers, Queen Street, are making harness cheaper than ever. bbox=[987, 199, 1101, 233]
hannah-heading: R. HANNAH & CO., bbox=[507, 541, 607, 554]
news-paragraph: At a meeting of farmers held at Greytown on Wednesday last, it was unanimously decided that in the interests of the district a Farmers' Co-operative Association should be formed. The members to consist of farmers and others interested in agricultural and pastoral pursuits. The promoters intend to register under the Industrial Societies Act. bbox=[14, 414, 127, 515]
year-header: 1890 bbox=[106, 322, 125, 331]
bankrupt-sale-heading: Bankrupt — Stock — Sale bbox=[755, 1105, 846, 1115]
stock-sale-date: WEDNESDAY, JANUARY 20, 1892. bbox=[388, 79, 482, 96]
table-row: Births 228 228 bbox=[16, 331, 125, 340]
harvest-hats-heading: SPECIAL LINE OF HARVEST HATS bbox=[502, 294, 612, 313]
column-8: A BARGAIN. One single seated Buggy, (new). Buggy horse, very quiet. Apply to F. H. WOOD, Auctioneer. DRESDEN PIANOS AND BELL ORGANS ON THE TIME PAYMENT SYSTEM. SEVERAL of the above are now on view at my Greytown Showroom. Pianos ranging from £40 to £60; Organs from £12 10s. Terms to suit every one. 600-ACRE FARM, FOR PRIVATE SALE, in very good situation, with fine homestead and outbuildings, well watered and subdivided into ten paddocks. CHOICE IMPROVED SECTION, Ruamahanga, now in grass and fenced. A BARGAIN. In the Lower CAPE FARM Estate, 500 acres freehold; 1250 Acres of Government Lease-hold, together with 3000 Sheep; 70 Head of Cattle; Horses, Farming Implements, Carts, Tools. F. H. WOOD, Auctioneer, Greytown. FOR SALE. A BARGAIN. ONE NEW BELL-ORGAN, 9 stops. Price £24. Apply F. H. WOOD, Auctioneer, Greytown. CENTRAL BOOT WAREHOUSE, J. CARPENTER PROPRIETOR. BOOTS AND SHOES, Specially selected for the Christmas and New Year trade. All goods marked in plain figures at lowest possible prices. COLONIAL BOOTS New Zealand Boot Factory. Indestructible and Hard Wear SCHOOL BOOTS. PHOTOGRAPHIC STUDIO, THOS. ED. PRICE Boots and Shoes FOR CHRISTMAS & NEW YEAR. THE VERY LARGEST STOCK IN THE WAIRARAPA. J. CARPENTER'S IS THE £ DISCOUNT CENTRAL BOOT WAREHOUSE. THE GREAT MEAT PRESERVING AND FREEZING COMPANY OF NEW ZEALAND (Limited). THE Ordinary General Meeting of the Shareholders of the Company will be held at the Chamber of Commerce, Wellington, on THURSDAY, the 28th day of January, 1892, at 8 p.m. bbox=[862, 47, 984, 2097]
great-variety-heading: IN GREAT VARIETY. bbox=[518, 337, 596, 347]
advert-paragraph: Entries close at 12 o'clock on the day of sports. Admission to the ground, 6d. Refreshments on the ground. The Brigade Band will be in attendance. bbox=[379, 751, 492, 794]
meeting-heading: MEETING OF FARMERS. bbox=[34, 368, 106, 393]
divider bbox=[265, 419, 362, 420]
news-paragraph: The racing throughout was of a very interesting character and the finishes in several events were very close. The totalisator returned large dividends. bbox=[135, 1054, 249, 1097]
telegraphic-heading: TELEGRAPHIC. bbox=[28, 527, 113, 540]
notice-signature: C. COOK, Clerk. bbox=[315, 215, 371, 224]
advert-paragraph: From the Rev. A. Thomson, Greytown.—Dear Sir,—For the past twelve months my wife has suffered from rheumatism. After using your Rheumatic Mixture she is now completely cured. I can heartily recommend it. bbox=[987, 608, 1101, 668]
fishing-tackle-heading: Fishing Tackle. bbox=[764, 447, 836, 460]
wanted-item: WANTED,—To sell—a good Horse with new Saddle and Bridle. Apply A. W. PEEL. bbox=[987, 171, 1101, 197]
advert-paragraph: 1. Maiden Race, 150 yards. 2. Boys' Race, under 12. 3. Hurdle Race, 440 yards. 4. Flat Race, 220 yards. 5. Girls' Race. 6. Sack Race. 7. Putting the Stone. 8. Vaulting with pole. 9. Three-legged Race. 10. Hose Race. 11. Fire Brigade Handicap. 12. Wheelbarrow Race. 13. Consolation Race. 14. Tug of War, Greytown v. Carterton. bbox=[379, 656, 492, 749]
telegram-heading: Rangatira Races. bbox=[41, 657, 100, 667]
central-boot-heading: CENTRAL BOOT WAREHOUSE. bbox=[890, 785, 954, 804]
prospectus-heading: ADDITIONAL PROSPECTUS bbox=[260, 425, 367, 435]
notice-signature: F. H. WOOD, Auctioneer, Greytown. bbox=[895, 372, 979, 389]
divider bbox=[54, 520, 87, 521]
advert-paragraph: One single seated Buggy, (new). Buggy horse, very quiet. Apply to F. H. WOOD, Auctioneer. bbox=[865, 64, 979, 89]
temperance-hotel-heading: TEMPERANCE HOTEL, bbox=[999, 804, 1089, 814]
advert-paragraph: WILL BE OPEN on and after the 1st day of October, for the reception of boarders and travellers. First-class accommodation. Stabling. bbox=[987, 827, 1101, 869]
smith-heading: C. SMITH & CO., bbox=[511, 123, 603, 158]
quibell-heading: QUIBELL'S LIQUID SHEEP DIP, bbox=[627, 648, 730, 673]
fashion-ladies-illustration-icon bbox=[756, 51, 857, 201]
column-1 bbox=[10, 47, 132, 2097]
smith-heading: C. SMITH and Co., bbox=[505, 413, 609, 448]
advert-paragraph: HAVE much pleasure in calling attention to their large stock of Boots and Shoes suitable for Christmas and New Year presents, comprising every description of Ladies', Gents' and Children's footwear. Special lines in Evening Shoes and Slippers. All goods marked in plain figures. bbox=[500, 833, 614, 918]
notice-signature: LOWES & JONES, Auctioneers. bbox=[386, 1028, 492, 1037]
advert-paragraph: In the Lower CAPE FARM Estate, 500 acres freehold; 1250 Acres of Government Lease-hold, together with 3000 Sheep; 70 Head of Cattle; Horses, Farming Implements, Carts, Tools. bbox=[865, 318, 979, 369]
advert-paragraph: J. TWIDALE, General Tackle Maker, Lambton Quay, Wellington, begs to call the attention of Sportsmen to his large stock of FRESH FISHING TACKLE—Rods, Lines, Flies, Reels, Casts, Traps, Artificial Baits, Books, &c. bbox=[744, 461, 857, 528]
notice-paragraph: TENDERS will be received up to noon on Monday, 11th January, for the following supplies: 1. Cement. 2. Grit. 3. Timber. bbox=[500, 1134, 614, 1169]
table-row: Marriages 38 33 bbox=[16, 348, 125, 356]
discount-heading: IS THE £ DISCOUNT bbox=[883, 770, 961, 780]
wanted-item: WANTED TO PURCHASE,—Fresh Kapuni and Gretna Dairy Butter. Apply to C. E. SCOTT, Queen St. bbox=[987, 114, 1101, 149]
colonial-boots-heading: COLONIAL BOOTS bbox=[885, 589, 959, 599]
education-reserves-heading: EDUCATION RESERVES bbox=[402, 929, 469, 954]
programme-list: 1. Maiden Race, 150 yards. 2. Boys' Race, under 12. 3. Hurdle Race, 440 yards. 4. Flat Race, 220 yards. 5. Girls' Race. 6. Sack Race. 7. Putting the Stone. 8. Vaulting with pole. 9. Three-legged Race. 10. Hose Race. 11. Fire Brigade Handicap. 12. Wheelbarrow Race. 13. Consolation Race. 14. Tug of War, Greytown v. Carterton. bbox=[379, 439, 492, 532]
column-5: SPECIAL FOR THE XMAS & NEW YEAR COMPLIMENTS OF THE SEASON. C. SMITH & CO., IN tendering their thanks to the general public, beg to offer their thanks to their patrons, and take this opportunity of announcing that they are now offering special value in all lines for the Christmas and New Year trade, comprising:— 3 cases of Men's Tweed Suits; 2 cases of Men's Tweed Trousers; 2 cases of Boys' and Youths' Suits; 1 case Boys' Knicker Suits; 1 case Men's Felt Hats; 1 case Straw Hats; 1 case Ladies' and Children's Shoes; Sundries. SPECIAL LINE OF HARVEST HATS Ladies' Outfitting Department is complete in all branches. IN GREAT VARIETY. 3 cases of Men's Tweed Suits; 2 cases of Men's Tweed Trousers; 2 cases of Boys' and Youths' Suits; 1 case Boys' Knicker Suits; 1 case Men's Felt Hats; 1 case Straw Hats; 1 case Ladies' and Children's Shoes; Sundries. C. SMITH and Co., CASH STORE, QUEEN STREET, MASTERTON. Christmas 1891, AND New Year 1892. R. HANNAH & CO., HAVE much pleasure in calling attention to their large stock of Boots and Shoes suitable for Christmas and New Year presents, comprising every description of Ladies', Gents' and Children's footwear. Special lines in Evening Shoes and Slippers. All goods marked in plain figures. CHRISTMAS PRESENTS. Men's Watertight Boots; Women's Balmorals; Children's School Boots; Tennis Shoes; Dancing Pumps; Evening Slippers; Carpet Slippers. HAVE much pleasure in calling attention to their large stock of Boots and Shoes suitable for Christmas and New Year presents, comprising every description of Ladies', Gents' and Children's footwear. Special lines in Evening Shoes and Slippers. All goods marked in plain figures. Men's Watertight Boots; Women's Balmorals; Children's School Boots; Tennis Shoes; Dancing Pumps; Evening Slippers; Carpet Slippers. HAVE much pleasure in calling attention to their large stock of Boots and Shoes suitable for Christmas and New Year presents, comprising every description of Ladies', Gents' and Children's footwear. Special lines in Evening Shoes and Slippers. All goods marked in plain figures. Men's Watertight Boots; Women's Balmorals; Children's School Boots; Tennis Shoes; Dancing Pumps; Evening Slippers; Carpet Slippers. HAVE much pleasure in calling attention to their large stock of Boots and Shoes suitable for Christmas and New Year presents, comprising every description of Ladies', Gents' and Children's footwear. Special lines in Evening Shoes and Slippers. All goods marked in plain figures. FIREWOOD! FIREWOOD! FIREWOOD at lowest prices. Orders left with Mr T. G. Hanaman will receive prompt attention. T. G. HANAMAN. BOROUGH OF MASTERTON. TENDERS will be received up to noon on Monday, 11th January, for the following supplies: 1. Cement. 2. Grit. 3. Timber. bbox=[497, 47, 619, 2097]
county-heading: WAIRARAPA NORTH COUNTY. bbox=[638, 895, 719, 913]
stock-items: 800 Ewes and Lambs; 300 2-tooth Wethers; 200 6-tooth Wethers. bbox=[379, 98, 492, 124]
proprietor-label: PROPRIETOR. bbox=[772, 1143, 828, 1153]
wreck-subheading: By Telegraph.—Press Association. bbox=[136, 79, 248, 87]
boots-shoes-heading: Boots and Shoes bbox=[866, 699, 978, 717]
advert-paragraph: From the Rev. A. Thomson, Greytown.—Dear Sir,—For the past twelve months my wife has suffered from rheumatism. After using your Rheumatic Mixture she is now completely cured. I can heartily recommend it. bbox=[987, 670, 1101, 730]
divider bbox=[874, 94, 971, 95]
notice-paragraph: NOTICE is hereby given that an Election to fill a vacancy in the Representation of Subdivision No. 1 of the Masterton Road District will be held on SATURDAY, the 16th day of January, 1892. bbox=[257, 343, 371, 402]
paddocks-heading: GOOD PADDOCKS FOR HORSES. bbox=[998, 908, 1089, 927]
